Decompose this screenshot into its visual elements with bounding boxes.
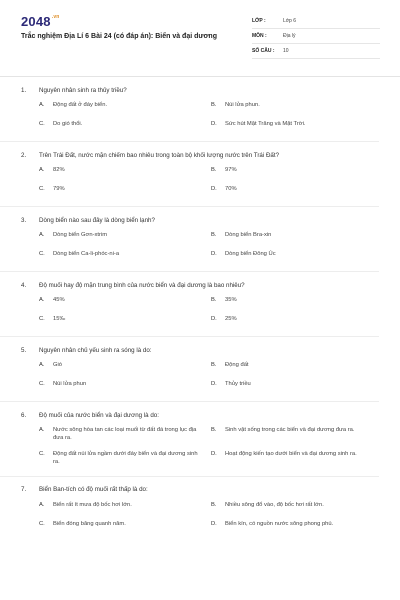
option-letter: A. — [39, 362, 45, 368]
option-letter: C. — [39, 121, 45, 127]
option-letter: B. — [211, 362, 217, 368]
option-letter: C. — [39, 520, 45, 527]
question-list — [0, 84, 400, 539]
question-header — [21, 84, 400, 96]
option-text: Biển đóng băng quanh năm. — [53, 520, 126, 527]
question-number: 4. — [21, 281, 27, 289]
answer-option[interactable] — [39, 315, 211, 327]
answer-option[interactable] — [39, 361, 211, 373]
question-header — [21, 149, 400, 161]
option-letter: B. — [211, 232, 217, 238]
option-letter: D. — [211, 520, 217, 527]
question-divider — [0, 141, 379, 142]
question-divider — [0, 336, 379, 337]
answer-options — [21, 101, 400, 139]
option-letter: A. — [39, 167, 45, 173]
meta-label: SỐ CÂU : — [252, 48, 275, 54]
option-text: Thủy triều — [225, 381, 251, 387]
option-letter: C. — [39, 450, 45, 457]
option-text: 35% — [225, 297, 237, 303]
answer-options — [21, 166, 400, 204]
answer-option[interactable] — [39, 501, 211, 513]
option-text: 70% — [225, 186, 237, 192]
option-letter: C. — [39, 186, 45, 192]
option-letter: D. — [211, 381, 217, 387]
option-text: Gió — [53, 362, 63, 368]
option-text: 25% — [225, 316, 237, 322]
option-letter: D. — [211, 450, 217, 457]
option-text: 45% — [53, 297, 65, 303]
answer-option[interactable] — [211, 231, 383, 243]
answer-option[interactable] — [39, 296, 211, 308]
answer-option[interactable] — [211, 501, 383, 513]
logo-text: 2048 — [21, 14, 51, 29]
answer-option[interactable] — [211, 380, 383, 392]
option-text: Dòng biển Ca-li-phóc-ni-a — [53, 251, 120, 257]
option-letter: B. — [211, 427, 217, 433]
answer-option[interactable] — [211, 166, 383, 178]
answer-option[interactable] — [211, 450, 383, 467]
answer-option[interactable] — [39, 250, 211, 262]
meta-row-count — [252, 44, 380, 59]
answer-option[interactable] — [211, 315, 383, 327]
answer-option[interactable] — [211, 120, 383, 132]
answer-option[interactable] — [211, 361, 383, 373]
question-divider — [0, 206, 379, 207]
option-text: Nước sông hòa tan các loại muối từ đất đá trong lục địa đưa ra. — [53, 427, 197, 442]
site-logo[interactable] — [21, 14, 60, 29]
answer-option[interactable] — [39, 380, 211, 392]
answer-option[interactable] — [39, 450, 211, 467]
answer-option[interactable] — [211, 520, 383, 532]
option-letter: A. — [39, 102, 45, 108]
option-letter: C. — [39, 251, 45, 257]
question-divider — [0, 401, 379, 402]
answer-option[interactable] — [39, 185, 211, 197]
question-divider — [0, 476, 379, 477]
option-text: Động đất núi lửa ngầm dưới đáy biển và đại dương sinh ra. — [53, 450, 198, 466]
option-letter: C. — [39, 316, 45, 322]
option-text: Dòng biển Đông Úc — [225, 251, 276, 257]
question-text: Dòng biển nào sau đây là dòng biển lạnh? — [39, 216, 155, 224]
option-letter: B. — [211, 102, 217, 108]
question-item — [0, 279, 400, 337]
answer-option[interactable] — [39, 426, 211, 443]
question-header — [21, 484, 400, 496]
logo-suffix: .vn — [51, 14, 60, 20]
option-letter: A. — [39, 427, 45, 433]
option-text: Sinh vật sống trong các biển và đại dương đưa ra. — [225, 427, 355, 433]
option-letter: D. — [211, 316, 217, 322]
option-letter: D. — [211, 251, 217, 257]
option-text: 79% — [53, 186, 65, 192]
question-header — [21, 409, 400, 421]
question-header — [21, 344, 400, 356]
answer-option[interactable] — [39, 520, 211, 532]
option-letter: D. — [211, 186, 217, 192]
page-title: Trắc nghiệm Địa Lí 6 Bài 24 (có đáp án): Biển và đại dương — [21, 33, 217, 40]
answer-option[interactable] — [39, 166, 211, 178]
answer-option[interactable] — [211, 185, 383, 197]
question-text: Nguyên nhân sinh ra thủy triều? — [39, 86, 127, 94]
answer-option[interactable] — [211, 250, 383, 262]
header-divider — [0, 76, 400, 77]
question-text: Nguyên nhân chủ yếu sinh ra sóng là do: — [39, 346, 152, 354]
question-header — [21, 279, 400, 291]
option-text: Dòng biển Gơn-xtrim — [53, 232, 108, 238]
question-number: 1. — [21, 86, 27, 94]
answer-option[interactable] — [39, 101, 211, 113]
answer-options — [21, 501, 400, 539]
quiz-meta-panel — [252, 14, 380, 59]
question-text: Độ muối hay độ mặn trung bình của nước biển và đại dương là bao nhiêu? — [39, 281, 245, 289]
option-letter: D. — [211, 121, 217, 127]
question-item — [0, 149, 400, 207]
question-number: 6. — [21, 411, 27, 419]
answer-option[interactable] — [211, 101, 383, 113]
question-item — [0, 344, 400, 402]
answer-option[interactable] — [39, 120, 211, 132]
option-letter: A. — [39, 297, 45, 303]
option-text: Biển rất ít mưa độ bốc hơi lớn. — [53, 501, 132, 508]
meta-label: MÔN : — [252, 33, 267, 39]
option-text: Núi lửa phun. — [225, 102, 260, 108]
question-divider — [0, 271, 379, 272]
option-text: Động đất — [225, 362, 249, 368]
question-text: Biển Ban-tích có độ muối rất thấp là do: — [39, 486, 148, 494]
option-text: 82% — [53, 167, 65, 173]
question-header — [21, 214, 400, 226]
answer-option[interactable] — [211, 296, 383, 308]
answer-options — [21, 426, 400, 474]
option-text: Sức hút Mặt Trăng và Mặt Trời. — [225, 121, 306, 127]
option-letter: A. — [39, 501, 45, 508]
option-text: Nhiều sông đổ vào, độ bốc hơi rất lớn. — [225, 501, 324, 508]
meta-value: Lớp 6 — [283, 18, 297, 24]
option-text: Động đất ở đáy biển. — [53, 102, 108, 108]
meta-row-subject — [252, 29, 380, 44]
option-text: Dòng biển Bra-xin — [225, 232, 272, 238]
option-text: Hoạt động kiến tạo dưới biển và đại dương sinh ra. — [225, 450, 357, 457]
meta-label: LỚP : — [252, 18, 266, 24]
question-text: Độ muối của nước biển và đại dương là do: — [39, 411, 159, 419]
option-letter: B. — [211, 501, 217, 508]
answer-options — [21, 296, 400, 334]
answer-options — [21, 361, 400, 399]
answer-option[interactable] — [211, 426, 383, 443]
option-text: 15‰ — [53, 316, 66, 322]
meta-row-class — [252, 14, 380, 29]
answer-options — [21, 231, 400, 269]
option-text: Do gió thổi. — [53, 121, 83, 127]
question-number: 5. — [21, 346, 27, 354]
question-item — [0, 409, 400, 477]
question-item — [0, 484, 400, 539]
option-letter: B. — [211, 297, 217, 303]
option-letter: B. — [211, 167, 217, 173]
question-number: 2. — [21, 151, 27, 159]
question-item — [0, 84, 400, 142]
question-text: Trên Trái Đất, nước mặn chiếm bao nhiêu trong toàn bộ khối lượng nước trên Trái Đất? — [39, 151, 280, 159]
question-number: 3. — [21, 216, 27, 224]
answer-option[interactable] — [39, 231, 211, 243]
option-letter: A. — [39, 232, 45, 238]
option-text: 97% — [225, 167, 237, 173]
option-letter: C. — [39, 381, 45, 387]
question-number: 7. — [21, 486, 27, 494]
question-item — [0, 214, 400, 272]
meta-value: Địa lý — [283, 33, 296, 39]
option-text: Biển kín, có nguồn nước sông phong phú. — [225, 520, 334, 527]
page-header — [0, 0, 400, 74]
option-text: Núi lửa phun — [53, 381, 87, 387]
meta-value: 10 — [283, 48, 289, 54]
